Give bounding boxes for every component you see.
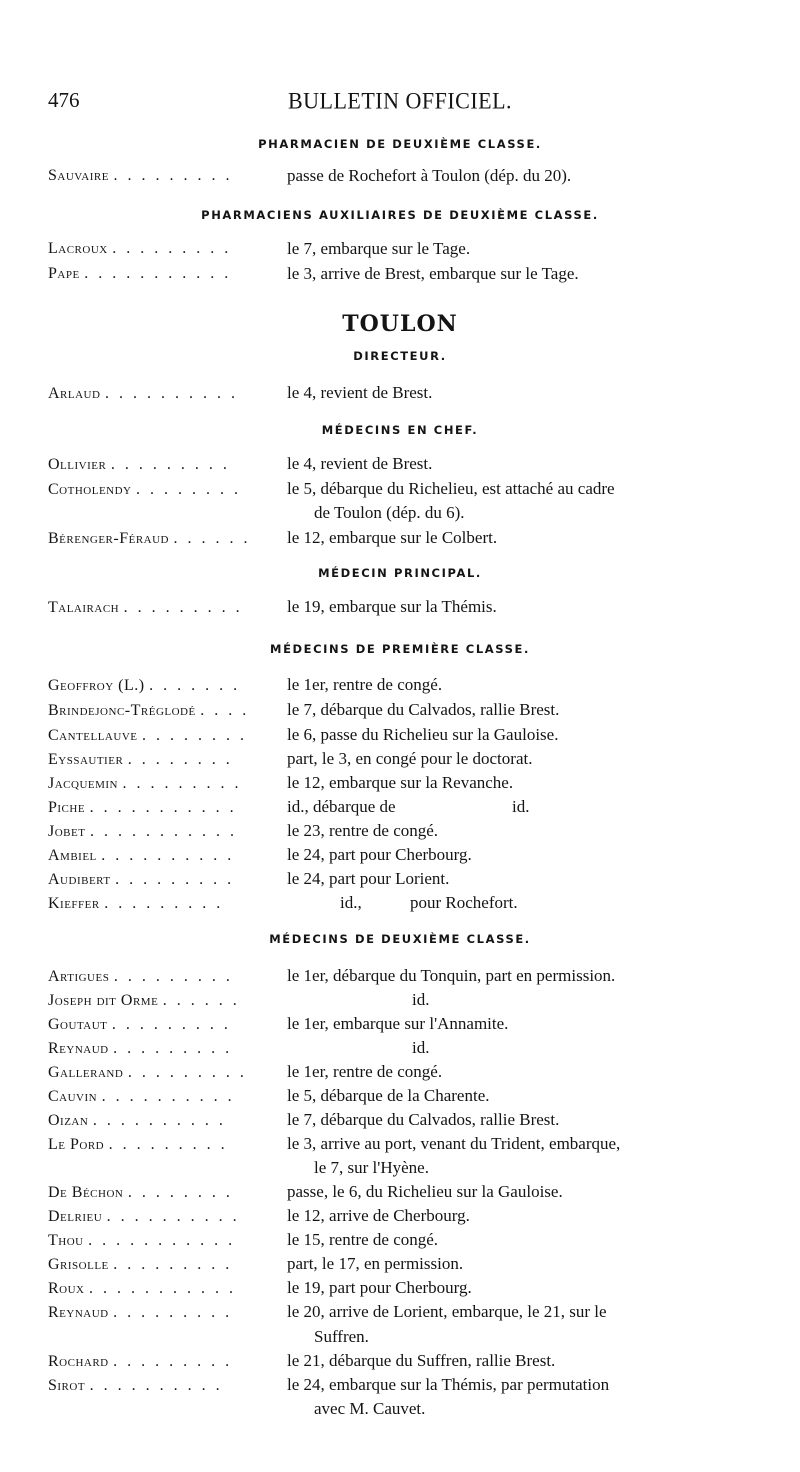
- entry-name: Rochard . . . . . . . . .: [48, 1353, 233, 1370]
- entry-name: De Béchon . . . . . . . .: [48, 1184, 233, 1201]
- entry-name: Arlaud . . . . . . . . . .: [48, 385, 238, 402]
- section-heading-medecins-en-chef: MÉDECINS EN CHEF.: [321, 423, 479, 437]
- entry-name: Roux . . . . . . . . . . .: [48, 1280, 237, 1297]
- running-header: [40, 88, 760, 116]
- entry-name: Piche . . . . . . . . . . .: [48, 799, 237, 816]
- entry-name: Cantellauve . . . . . . . .: [48, 727, 247, 744]
- entry-text: le 6, passe du Richelieu sur la Gauloise.: [287, 725, 559, 744]
- entry-text: le 23, rentre de congé.: [287, 821, 439, 840]
- entry-name: Artigues . . . . . . . . .: [48, 968, 233, 985]
- entry-name: Jacquemin . . . . . . . . .: [48, 775, 242, 792]
- entry-name: Joseph dit Orme . . . . . .: [48, 992, 240, 1009]
- entry-name: Oizan . . . . . . . . . .: [48, 1112, 226, 1129]
- section-heading-medecins-2e: MÉDECINS DE DEUXIÈME CLASSE.: [269, 932, 531, 946]
- entry-text: le 7, débarque du Calvados, rallie Brest.: [287, 1110, 560, 1129]
- entry-text: part, le 17, en permission.: [287, 1254, 464, 1273]
- section-heading-directeur: DIRECTEUR.: [353, 349, 447, 363]
- entry-name: Cauvin . . . . . . . . . .: [48, 1088, 235, 1105]
- entry-name: Ollivier . . . . . . . . .: [48, 456, 230, 473]
- entry-name: Eyssautier . . . . . . . .: [48, 751, 233, 768]
- entry-name: Grisolle . . . . . . . . .: [48, 1256, 233, 1273]
- city-heading-toulon: TOULON: [342, 311, 458, 337]
- entry-name: Geoffroy (L.) . . . . . . .: [48, 677, 241, 694]
- entry-name: Cotholendy . . . . . . . .: [48, 481, 241, 498]
- entry-text: le 24, part pour Cherbourg.: [287, 845, 472, 864]
- section-heading-medecins-1re: MÉDECINS DE PREMIÈRE CLASSE.: [270, 642, 530, 656]
- entry-text: le 5, débarque de la Charente.: [287, 1086, 490, 1105]
- entry-name: Delrieu . . . . . . . . . .: [48, 1208, 240, 1225]
- section-heading-pharmacien-2e: PHARMACIEN DE DEUXIÈME CLASSE.: [258, 137, 542, 151]
- entry-name: Lacroux . . . . . . . . .: [48, 240, 232, 257]
- entry-text: le 1er, rentre de congé.: [287, 675, 443, 694]
- entry-text: le 20, arrive de Lorient, embarque, le 21, sur le: [287, 1302, 607, 1321]
- entry-text-continued: de Toulon (dép. du 6).: [314, 503, 465, 522]
- entry-text: le 19, part pour Cherbourg.: [287, 1278, 472, 1297]
- entry-text: le 4, revient de Brest.: [287, 454, 433, 473]
- entry-text: le 24, part pour Lorient.: [287, 869, 450, 888]
- entry-text: id.,: [340, 893, 362, 912]
- entry-name: Ambiel . . . . . . . . . .: [48, 847, 235, 864]
- entry-name: Jobet . . . . . . . . . . .: [48, 823, 237, 840]
- entry-text: part, le 3, en congé pour le doctorat.: [287, 749, 533, 768]
- section-heading-pharmaciens-auxiliaires: PHARMACIENS AUXILIAIRES DE DEUXIÈME CLASSE.: [201, 208, 599, 222]
- entry-name: Kieffer . . . . . . . . .: [48, 895, 224, 912]
- entry-name: Gallerand . . . . . . . . .: [48, 1064, 247, 1081]
- entry-text: le 5, débarque du Richelieu, est attaché au cadre: [287, 479, 615, 498]
- entry-text: le 12, embarque sur la Revanche.: [287, 773, 514, 792]
- entry-text: id.: [412, 990, 430, 1009]
- entry-name: Sauvaire . . . . . . . . .: [48, 167, 233, 184]
- section-heading-medecin-principal: MÉDECIN PRINCIPAL.: [318, 566, 482, 580]
- entry-name: Sirot . . . . . . . . . .: [48, 1377, 223, 1394]
- entry-name: Thou . . . . . . . . . . .: [48, 1232, 236, 1249]
- entry-text: le 12, arrive de Cherbourg.: [287, 1206, 470, 1225]
- entry-text: le 15, rentre de congé.: [287, 1230, 439, 1249]
- entry-text: id.: [412, 1038, 430, 1057]
- entry-text: passe, le 6, du Richelieu sur la Gauloise.: [287, 1182, 563, 1201]
- entry-text: le 12, embarque sur le Colbert.: [287, 528, 498, 547]
- entry-text: le 1er, rentre de congé.: [287, 1062, 443, 1081]
- entry-text: passe de Rochefort à Toulon (dép. du 20).: [287, 166, 572, 185]
- entry-name: Goutaut . . . . . . . . .: [48, 1016, 231, 1033]
- entry-text-continued: le 7, sur l'Hyène.: [314, 1158, 429, 1177]
- entry-text: le 24, embarque sur la Thémis, par permutation: [287, 1375, 610, 1394]
- entry-text: le 1er, embarque sur l'Annamite.: [287, 1014, 509, 1033]
- page-number: 476: [48, 88, 80, 112]
- entry-name: Brindejonc-Tréglodé . . . .: [48, 702, 250, 719]
- entry-name: Reynaud . . . . . . . . .: [48, 1040, 233, 1057]
- entry-text-aside: pour Rochefort.: [410, 893, 518, 912]
- entry-text: le 19, embarque sur la Thémis.: [287, 597, 497, 616]
- entry-name: Pape . . . . . . . . . . .: [48, 265, 232, 282]
- entry-text: le 21, débarque du Suffren, rallie Brest.: [287, 1351, 556, 1370]
- entry-name: Talairach . . . . . . . . .: [48, 599, 243, 616]
- entry-name: Audibert . . . . . . . . .: [48, 871, 235, 888]
- entry-text-continued: Suffren.: [314, 1327, 369, 1346]
- entry-text: le 7, embarque sur le Tage.: [287, 239, 471, 258]
- entry-text: le 4, revient de Brest.: [287, 383, 433, 402]
- entry-name: Reynaud . . . . . . . . .: [48, 1304, 233, 1321]
- entry-text: le 3, arrive de Brest, embarque sur le Tage.: [287, 264, 579, 283]
- entry-text: le 1er, débarque du Tonquin, part en permission.: [287, 966, 616, 985]
- entry-text-aside: id.: [512, 797, 530, 816]
- entry-name: Bérenger-Féraud . . . . . .: [48, 530, 251, 547]
- entry-text: le 3, arrive au port, venant du Trident, embarque,: [287, 1134, 621, 1153]
- entry-text-continued: avec M. Cauvet.: [314, 1399, 426, 1418]
- entry-name: Le Pord . . . . . . . . .: [48, 1136, 228, 1153]
- entry-text: id., débarque de: [287, 797, 396, 816]
- bulletin-title: BULLETIN OFFICIEL.: [287, 87, 513, 114]
- entry-text: le 7, débarque du Calvados, rallie Brest.: [287, 700, 560, 719]
